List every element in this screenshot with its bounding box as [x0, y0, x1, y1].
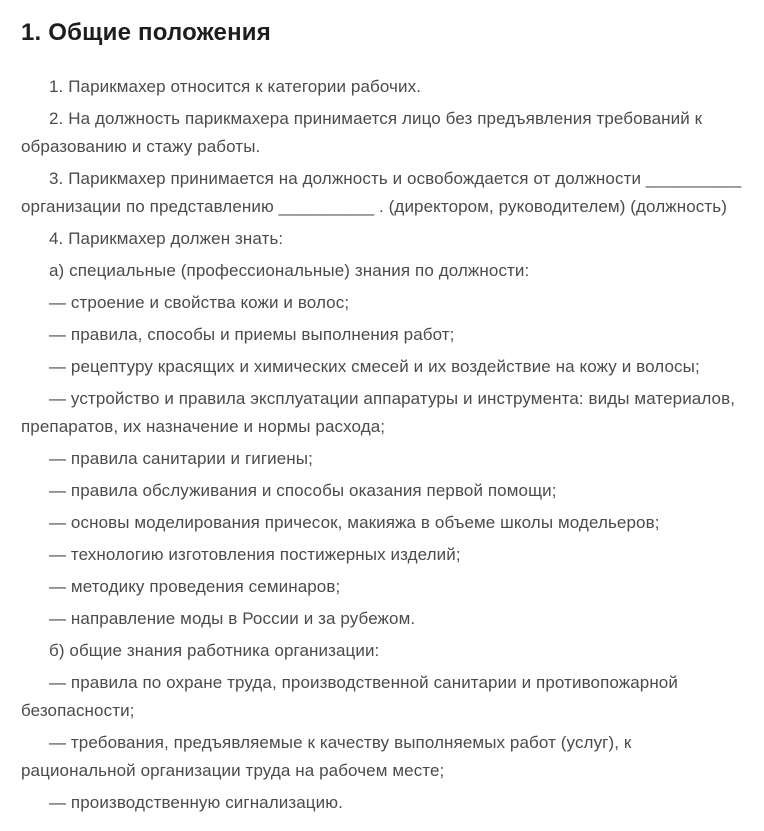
paragraph-dash-item: — устройство и правила эксплуатации аппаратуры и инструмента: виды материалов, препаратов, их назначение и нормы расхода; — [21, 388, 736, 436]
paragraph-dash-item: — основы моделирования причесок, макияжа в объеме школы модельеров; — [49, 512, 660, 532]
paragraph-dash-item: — правила, способы и приемы выполнения работ; — [49, 324, 455, 344]
paragraph-item-4: 4. Парикмахер должен знать: — [49, 228, 284, 248]
paragraph-dash-item: — методику проведения семинаров; — [49, 576, 341, 596]
paragraph-dash-item: — правила санитарии и гигиены; — [49, 448, 313, 468]
paragraph-dash-item: — правила по охране труда, производственной санитарии и противопожарной безопасности; — [21, 672, 678, 720]
paragraph-item-3: 3. Парикмахер принимается на должность и освобождается от должности __________ организации по представлению __________ . (директором, руководителем) (должность) — [21, 168, 742, 216]
paragraph-dash-item: — требования, предъявляемые к качеству выполняемых работ (услуг), к рациональной организации труда на рабочем месте; — [21, 732, 632, 780]
paragraph-dash-item: — правила обслуживания и способы оказания первой помощи; — [49, 480, 557, 500]
document-body — [21, 73, 743, 817]
paragraph-dash-item: — рецептуру красящих и химических смесей и их воздействие на кожу и волосы; — [49, 356, 700, 376]
paragraph-item-2: 2. На должность парикмахера принимается лицо без предъявления требований к образованию и стажу работы. — [21, 108, 703, 156]
paragraph-list-b-header: б) общие знания работника организации: — [49, 640, 380, 660]
paragraph-item-1: 1. Парикмахер относится к категории рабочих. — [49, 76, 422, 96]
paragraph-dash-item: — производственную сигнализацию. — [49, 792, 343, 812]
paragraph-dash-item: — технологию изготовления постижерных изделий; — [49, 544, 461, 564]
section-heading: 1. Общие положения — [21, 19, 271, 46]
paragraph-list-a-header: а) специальные (профессиональные) знания по должности: — [49, 260, 530, 280]
paragraph-dash-item: — строение и свойства кожи и волос; — [49, 292, 350, 312]
paragraph-dash-item: — направление моды в России и за рубежом. — [49, 608, 416, 628]
